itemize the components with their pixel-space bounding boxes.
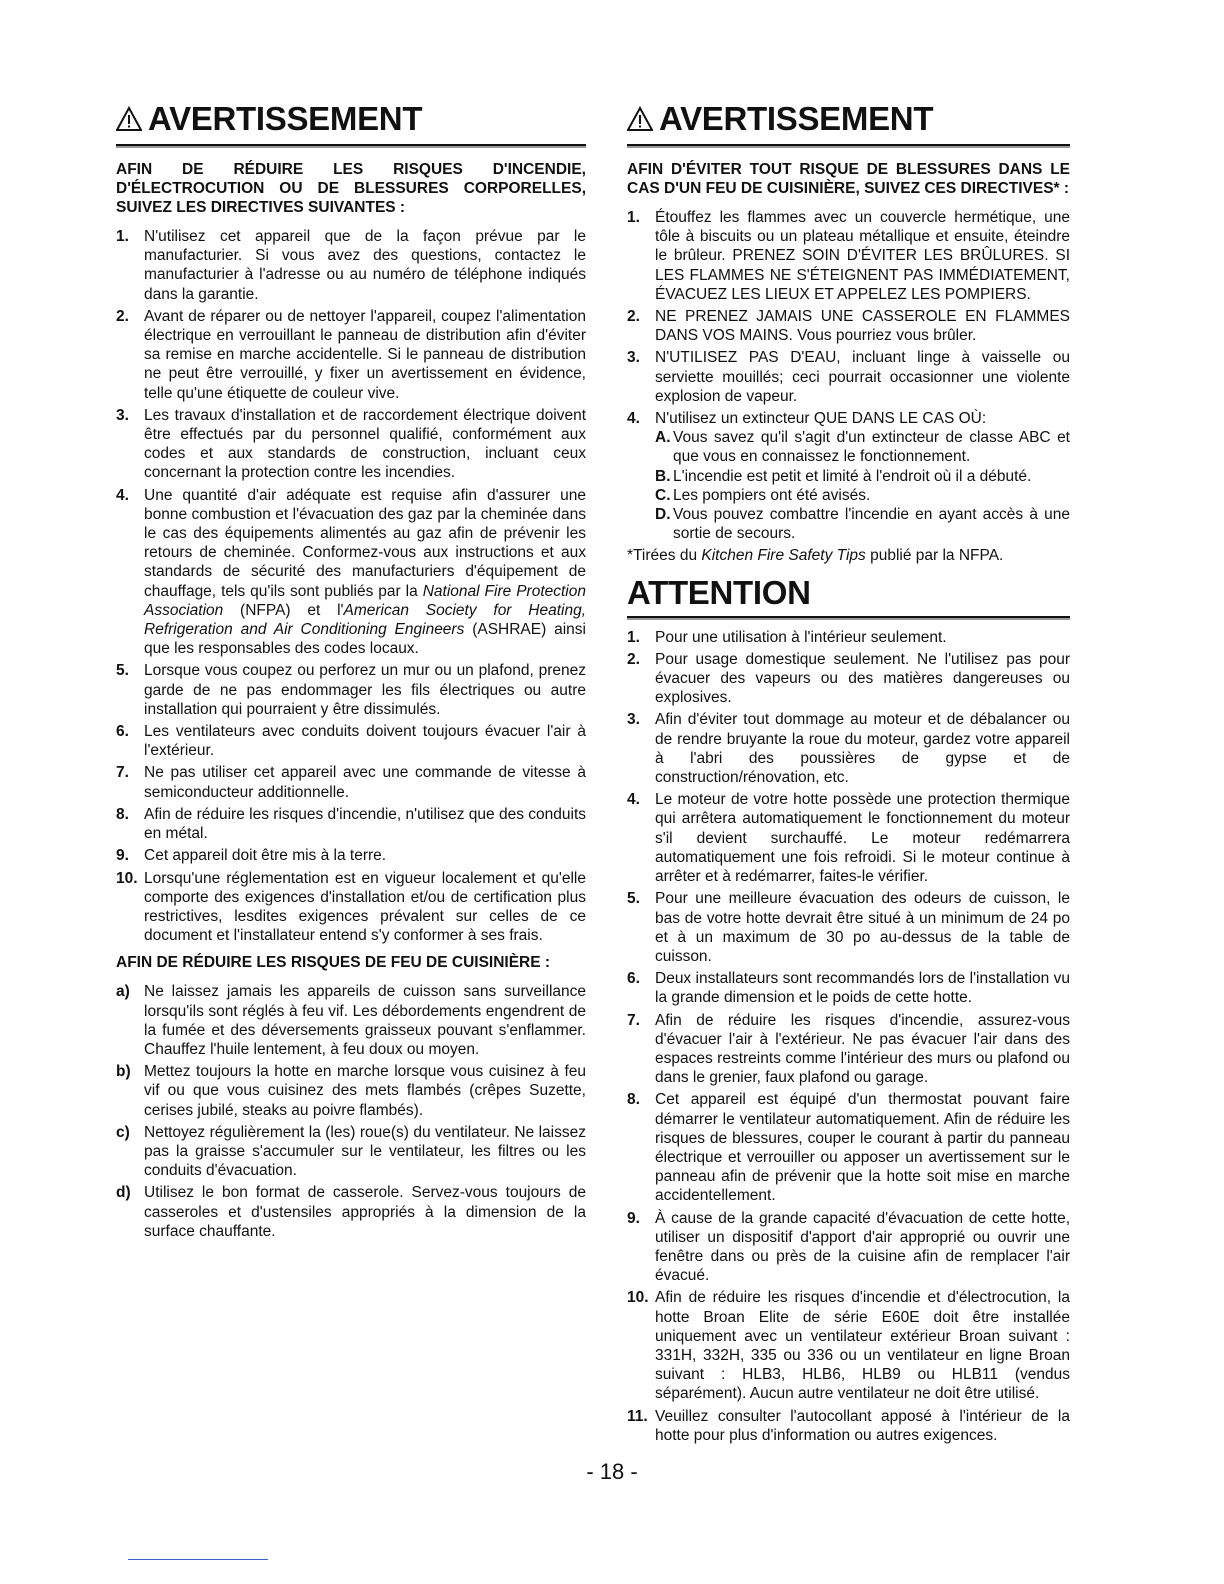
list-item: c) Nettoyez régulièrement la (les) roue(s) du ventilateur. Ne laissez pas la graisse s'accumuler sur le ventilateur, les filtres ou les conduits d'évacuation. (116, 1123, 586, 1180)
list-item: 9. Cet appareil doit être mis à la terre. (116, 847, 387, 865)
list-item: 10. Lorsqu'une réglementation est en vigueur localement et qu'elle comporte des exigences d'installation et/ou de certification plus restrictives, lesdites exigences prévalent sur celles de ce document et l'installateur entend s'y conformer à ses frais. (116, 869, 586, 945)
warning-heading-left: AVERTISSEMENT (116, 100, 586, 146)
source-note: *Tirées du Kitchen Fire Safety Tips publié par la NFPA. (627, 547, 1004, 565)
left-column (116, 100, 586, 1244)
list-item: 11. Veuillez consulter l'autocollant apposé à l'intérieur de la hotte pour plus d'information ou autres exigences. (627, 1407, 1070, 1444)
list-item: 5. Lorsque vous coupez ou perforez un mur ou un plafond, prenez garde de ne pas endommager les fils électriques ou autre installation qui pourraient y être dissimulés. (116, 662, 586, 718)
list-item: 2. NE PRENEZ JAMAIS UNE CASSEROLE EN FLAMMES DANS VOS MAINS. Vous pourriez vous brûler. (627, 308, 1070, 345)
list-item: 4. Une quantité d'air adéquate est requise afin d'assurer une bonne combustion et l'évacuation des gaz par la cheminée dans le cas des équipements alimentés au gaz afin de prévenir les retours de cheminée. Conformez-vous aux instructions et aux standards de sécurité des manufacturiers d'équipement de chauffage, tels qu'ils sont publiés par la National Fire Protection Association (NFPA) et l'American Society for Heating, Refrigeration and Air Conditioning Engineers (ASHRAE) ainsi que les responsables des codes locaux. (116, 486, 586, 658)
list-item: 3. Les travaux d'installation et de raccordement électrique doivent être effectués par du personnel qualifié, conformément aux codes et aux standards de construction, incluant ceux concernant la protection contre les incendies. (116, 406, 586, 482)
warning-triangle-icon (627, 106, 653, 132)
page-number: - 18 - (586, 1459, 638, 1484)
warning-heading-right: AVERTISSEMENT (627, 100, 1070, 146)
right-column (627, 100, 1070, 1448)
list-item: b) Mettez toujours la hotte en marche lorsque vous cuisinez à feu vif ou que vous cuisinez des mets flambés (crêpes Suzette, cerises jubilé, steaks au poivre flambés). (116, 1063, 586, 1119)
list-item: 1. Pour une utilisation à l'intérieur seulement. (627, 628, 947, 646)
right-list (627, 208, 1070, 543)
list-item: 6. Deux installateurs sont recommandés lors de l'installation vu la grande dimension et le poids de cette hotte. (627, 970, 1070, 1007)
list-item: 6. Les ventilateurs avec conduits doivent toujours évacuer l'air à l'extérieur. (116, 723, 586, 760)
list-item: 2. Avant de réparer ou de nettoyer l'appareil, coupez l'alimentation électrique en verrouillant le panneau de distribution afin d'éviter sa remise en marche accidentelle. Si le panneau de distribution ne peut être verrouillé, y fixer un avertissement en évidence, telle qu'une étiquette de couleur vive. (116, 307, 586, 402)
list-item: 2. Pour usage domestique seulement. Ne l'utilisez pas pour évacuer des vapeurs ou des matières dangereuses ou explosives. (627, 650, 1070, 707)
right-intro: AFIN D'ÉVITER TOUT RISQUE DE BLESSURES DANS LE CAS D'UN FEU DE CUISINIÈRE, SUIVEZ CES DIRECTIVES* : (627, 161, 1070, 197)
left-list (116, 227, 586, 945)
warning-triangle-icon (116, 106, 142, 132)
sub-list-item: D. Vous pouvez combattre l'incendie en ayant accès à une sortie de secours. (655, 506, 1070, 543)
sub-list-item: B. L'incendie est petit et limité à l'endroit où il a débuté. (655, 467, 1032, 485)
attention-list (627, 628, 1070, 1445)
list-item: a) Ne laissez jamais les appareils de cuisson sans surveillance lorsqu'ils sont réglés à feu vif. Les débordements engendrent de la fumée et des déversements graisseux pouvant s'enflammer. Chauffez l'huile lentement, à feu doux ou moyen. (116, 983, 586, 1058)
list-item: 1. Étouffez les flammes avec un couvercle hermétique, une tôle à biscuits ou un plateau métallique et ensuite, éteindre le brûleur. PRENEZ SOIN D'ÉVITER LES BRÛLURES. SI LES FLAMMES NE S'ÉTEIGNENT PAS IMMÉDIATEMENT, ÉVACUEZ LES LIEUX ET APPELEZ LES POMPIERS. (627, 209, 1070, 303)
left-intro: AFIN DE RÉDUIRE LES RISQUES D'INCENDIE, D'ÉLECTROCUTION OU DE BLESSURES CORPORELLES, SUIVEZ LES DIRECTIVES SUIVANTES : (116, 161, 586, 216)
list-item: 8. Cet appareil est équipé d'un thermostat pouvant faire démarrer le ventilateur automatiquement. Afin de réduire les risques de blessures, couper le courant à partir du panneau électrique et verrouiller ou apposer un avertissement sur le panneau afin de prévenir que la hotte soit mise en marche accidentellement. (627, 1091, 1070, 1205)
left-intro-2: AFIN DE RÉDUIRE LES RISQUES DE FEU DE CUISINIÈRE : (116, 954, 551, 972)
sub-list (655, 428, 1070, 543)
list-item: 1. N'utilisez cet appareil que de la façon prévue par le manufacturier. Si vous avez des questions, contactez le manufacturier à l'adresse ou au numéro de téléphone indiqués dans la garantie. (116, 228, 586, 303)
list-item: 10. Afin de réduire les risques d'incendie et d'électrocution, la hotte Broan Elite de série E60E doit être installée uniquement avec un ventilateur extérieur Broan suivant : 331H, 332H, 335 ou 336 ou un ventilateur en ligne Broan suivant : HLB3, HLB6, HLB9 ou HLB11 (vendus séparément). Aucun autre ventilateur ne doit être utilisé. (627, 1289, 1070, 1403)
list-item: 3. Afin d'éviter tout dommage au moteur et de débalancer ou de rendre bruyante la roue du moteur, gardez votre appareil à l'abri des poussières de gypse et de construction/rénovation, etc. (627, 711, 1070, 787)
list-item: 7. Afin de réduire les risques d'incendie, assurez-vous d'évacuer l'air à l'extérieur. Ne pas évacuer l'air dans des espaces restreints comme l'intérieur des murs ou plafond ou dans le grenier, faux plafond ou garage. (627, 1011, 1070, 1087)
list-item: 9. À cause de la grande capacité d'évacuation de cette hotte, utiliser un dispositif d'apport d'air approprié ou ouvrir une fenêtre dans ou près de la cuisine afin de remplacer l'air évacué. (627, 1209, 1070, 1285)
list-item: 3. N'UTILISEZ PAS D'EAU, incluant linge à vaisselle ou serviette mouillés; ceci pourrait occasionner une violente explosion de vapeur. (627, 349, 1070, 405)
list-item: 7. Ne pas utiliser cet appareil avec une commande de vitesse à semiconducteur additionnelle. (116, 764, 586, 801)
list-item: 4. Le moteur de votre hotte possède une protection thermique qui arrêtera automatiquement le fonctionnement du moteur s'il devient surchauffé. Le moteur redémarrera automatiquement une fois refroidi. Si le moteur continue à arrêter et à redémarrer, faites-le vérifier. (627, 791, 1070, 886)
sub-list-item: A. Vous savez qu'il s'agit d'un extincteur de classe ABC et que vous en connaissez le fonctionnement. (655, 429, 1070, 466)
list-item: 4. N'utilisez un extincteur QUE DANS LE CAS OÙ: A. Vous savez qu'il s'agit d'un extincteur de classe ABC et que vous en connaissez le fonctionnement. B. L'incendie est petit et limité à l'endroit où il a débuté. C. Les pompiers ont été avisés. D. Vous pouvez combattre l'incendie en ayant accès à une sortie de secours. (627, 410, 1070, 543)
left-list-2 (116, 982, 586, 1241)
list-item: 8. Afin de réduire les risques d'incendie, n'utilisez que des conduits en métal. (116, 805, 586, 843)
footer-divider (128, 1559, 268, 1560)
list-item: d) Utilisez le bon format de casserole. Servez-vous toujours de casseroles et d'ustensiles appropriés à la dimension de la surface chauffante. (116, 1184, 586, 1240)
sub-list-item: C. Les pompiers ont été avisés. (655, 486, 871, 504)
list-item: 5. Pour une meilleure évacuation des odeurs de cuisson, le bas de votre hotte devrait être situé à un minimum de 24 po et à un maximum de 30 po au-dessus de la table de cuisson. (627, 890, 1070, 965)
attention-heading: ATTENTION (627, 574, 1070, 618)
